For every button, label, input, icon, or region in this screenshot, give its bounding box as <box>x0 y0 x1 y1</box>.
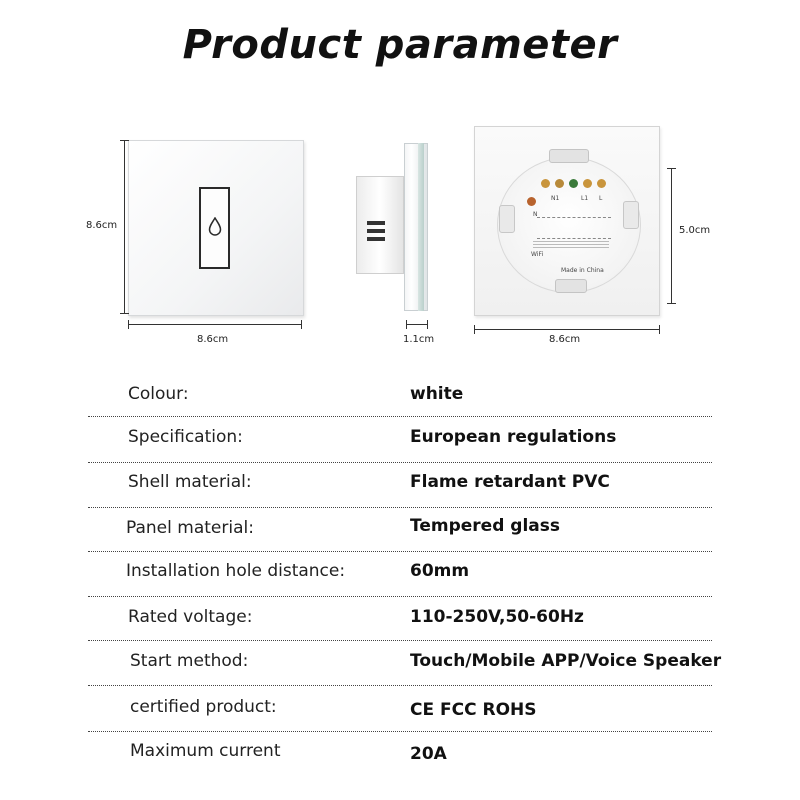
side-depth-dim-line <box>406 324 428 325</box>
front-width-dim-tick-right <box>301 320 302 329</box>
wiring-diagram <box>537 217 611 239</box>
left-mount-clip <box>499 205 515 233</box>
side-glass-panel <box>404 143 428 311</box>
row-divider <box>88 507 712 508</box>
back-panel <box>474 126 660 316</box>
terminal-label-n1: N1 <box>551 195 560 202</box>
front-width-dim-line <box>128 324 302 325</box>
param-value: Flame retardant PVC <box>410 472 610 492</box>
param-value: Tempered glass <box>410 516 560 536</box>
terminal-label-l1: L1 <box>581 195 589 202</box>
param-value: 110-250V,50-60Hz <box>410 607 584 627</box>
table-row <box>88 561 712 605</box>
table-row <box>88 516 712 560</box>
side-glass-edge <box>418 143 424 311</box>
terminal-screw <box>583 179 592 188</box>
row-divider <box>88 551 712 552</box>
terminal-screw <box>569 179 578 188</box>
table-row <box>88 607 712 651</box>
table-row <box>88 651 722 695</box>
param-label: Start method: <box>130 651 249 671</box>
param-label: certified product: <box>130 697 277 717</box>
row-divider <box>88 731 712 732</box>
right-mount-clip <box>623 201 639 229</box>
table-row <box>88 427 712 471</box>
row-divider <box>88 416 712 417</box>
table-row <box>88 384 712 428</box>
table-row <box>88 697 712 741</box>
water-drop-icon <box>207 217 223 237</box>
row-divider <box>88 596 712 597</box>
terminal-label-l: L <box>599 195 603 202</box>
front-width-label: 8.6cm <box>197 334 229 345</box>
touch-key <box>199 187 230 269</box>
front-glass-panel <box>128 140 304 316</box>
spec-text-block <box>533 241 609 249</box>
back-height-label: 5.0cm <box>679 225 711 236</box>
side-slot <box>367 229 385 233</box>
terminal-screw <box>597 179 606 188</box>
param-value: CE FCC ROHS <box>410 700 537 720</box>
back-width-label: 8.6cm <box>549 334 581 345</box>
row-divider <box>88 640 712 641</box>
terminal-screw <box>527 197 536 206</box>
table-row <box>88 472 712 516</box>
back-height-dim-tick-top <box>667 168 676 169</box>
back-width-dim-tick-left <box>474 325 475 334</box>
side-depth-dim-tick-right <box>427 320 428 329</box>
param-label: Maximum current <box>130 741 281 761</box>
terminal-screw <box>555 179 564 188</box>
page-title: Product parameter <box>182 22 618 68</box>
back-height-dim-tick-bottom <box>667 303 676 304</box>
row-divider <box>88 462 712 463</box>
param-value: 20A <box>410 744 447 764</box>
terminal-label-n: N <box>533 211 538 218</box>
top-tab <box>549 149 589 163</box>
front-height-label: 8.6cm <box>86 220 118 231</box>
param-value: European regulations <box>410 427 617 447</box>
back-width-dim-line <box>474 329 660 330</box>
param-value: Touch/Mobile APP/Voice Speaker <box>410 651 722 671</box>
side-depth-dim-tick-left <box>406 320 407 329</box>
front-height-dim-line <box>124 140 125 314</box>
side-back-box <box>356 176 404 274</box>
made-in-label: Made in China <box>561 267 604 274</box>
front-height-dim-tick-bottom <box>120 313 129 314</box>
wifi-brand-label: WiFi <box>531 251 544 258</box>
back-height-dim-line <box>671 168 672 304</box>
param-label: Shell material: <box>128 472 252 492</box>
side-slot <box>367 237 385 241</box>
terminal-screw <box>541 179 550 188</box>
param-value: 60mm <box>410 561 470 581</box>
param-label: Rated voltage: <box>128 607 253 627</box>
param-label: Installation hole distance: <box>126 561 346 581</box>
front-width-dim-tick-left <box>128 320 129 329</box>
front-height-dim-tick-top <box>120 140 129 141</box>
param-value: white <box>410 384 464 404</box>
bottom-tab <box>555 279 587 293</box>
back-width-dim-tick-right <box>659 325 660 334</box>
side-depth-label: 1.1cm <box>403 334 435 345</box>
table-row <box>88 741 712 785</box>
side-slot <box>367 221 385 225</box>
row-divider <box>88 685 712 686</box>
param-label: Specification: <box>128 427 243 447</box>
param-label: Colour: <box>128 384 189 404</box>
param-label: Panel material: <box>126 518 254 538</box>
